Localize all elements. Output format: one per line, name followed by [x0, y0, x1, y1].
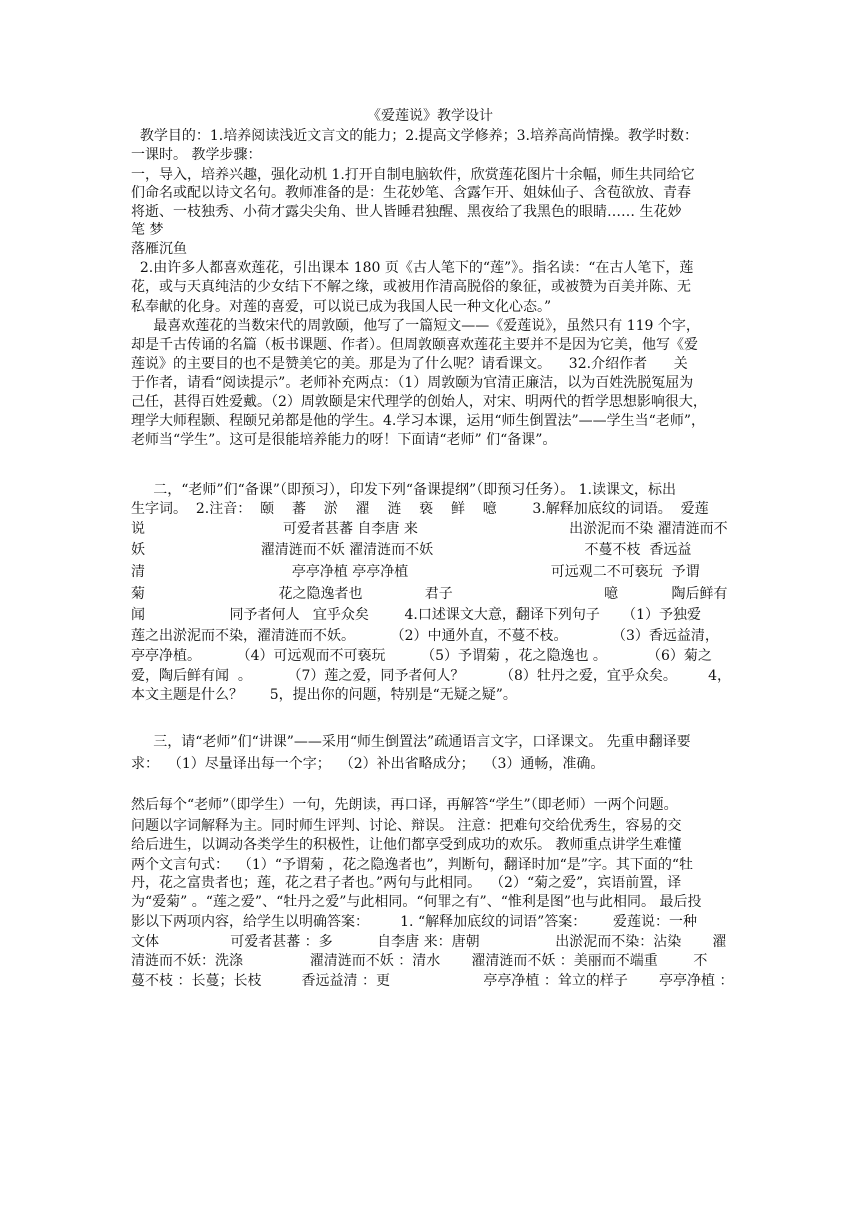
- text-line: 清 亭亭净植 亭亭净植 可远观二不可亵玩 予谓: [131, 564, 700, 580]
- text-line: 生字词。 2.注音： 颐 蕃 淤 濯 涟 亵 鲜 噫 3.解释加底纹的词语。 爱莲: [131, 501, 709, 517]
- text-line: 一课时。 教学步骤：: [131, 147, 262, 163]
- text-line: 老师当“学生”。这可是很能培养能力的呀！下面请“老师” 们“备课”。: [131, 432, 557, 448]
- text-line: 2.由许多人都喜欢莲花，引出课本 180 页《古人笔下的“莲”》。指名读：“在古人笔下，莲: [131, 260, 694, 276]
- text-line: 菊 花之隐逸者也 君子 噫 陶后鲜有: [131, 586, 728, 602]
- text-line: 于作者，请看“阅读提示”。老师补充两点：（1）周敦颐为官清正廉洁，以为百姓洗脱冤屈为: [131, 375, 694, 391]
- text-line: 莲说》的主要目的也不是赞美它的美。那是为了什么呢？请看课文。 32.介绍作者 关: [131, 356, 688, 372]
- text-line: 三，请“老师”们“讲课”——采用“师生倒置法”疏通语言文字，口译课文。 先重申翻译要: [131, 734, 691, 750]
- text-line: 影以下两项内容，给学生以明确答案： 1. “解释加底纹的词语”答案： 爱莲说：一种: [131, 914, 697, 930]
- text-line: 闻 同予者何人 宜乎众矣 4.口述课文大意，翻译下列句子 （1）予独爱: [131, 607, 702, 623]
- text-line: 说 可爱者甚蕃 自李唐 来 出淤泥而不染 濯清涟而不: [131, 521, 728, 537]
- text-line: 将逝、一枝独秀、小荷才露尖尖角、世人皆睡君独醒、黑夜给了我黑色的眼睛…… 生花妙: [131, 204, 682, 220]
- text-line: 私奉献的化身。对莲的喜爱，可以说已成为我国人民一种文化心态。”: [131, 299, 552, 315]
- text-line: 理学大师程颢、程颐兄弟都是他的学生。4.学习本课，运用“师生倒置法”——学生当“老师”，: [131, 413, 705, 429]
- text-line: 莲之出淤泥而不染，濯清涟而不妖。 （2）中通外直，不蔓不枝。 （3）香远益清，: [131, 628, 719, 644]
- text-line: 落雁沉鱼: [131, 241, 187, 257]
- text-line: 一，导入，培养兴趣，强化动机 1.打开自制电脑软件，欣赏莲花图片十余幅，师生共同给它: [131, 167, 695, 183]
- text-line: 却是千古传诵的名篇（板书课题、作者）。但周敦颐喜欢莲花主要并不是因为它美，他写《爱: [131, 337, 698, 353]
- text-line: 花，或与天真纯洁的少女结下不解之缘，或被用作清高脱俗的象征，或被赞为百美并陈、无: [131, 279, 691, 295]
- text-line: 然后每个“老师”（即学生）一句，先朗读，再口译，再解答“学生”（即老师）一两个问题。: [131, 797, 678, 813]
- text-line: 爱，陶后鲜有闻 。 （7）莲之爱，同予者何人？ （8）牡丹之爱，宜乎众矣。 4，: [131, 668, 731, 684]
- text-line: 妖 濯清涟而不妖 濯清涟而不妖 不蔓不枝 香远益: [131, 542, 692, 558]
- text-line: 为“爱菊” 。“莲之爱”、“牡丹之爱”与此相同。“何罪之有”、“惟利是图”也与此相同。 最后投: [131, 894, 702, 910]
- text-line: 二，“老师”们“备课”（即预习），印发下列“备课提纲”（即预习任务）。 1.读课文，标出: [131, 482, 676, 498]
- text-line: 文体 可爱者甚蕃 ：多 自李唐 来：唐朝 出淤泥而不染：沾染 濯: [131, 934, 727, 950]
- text-line: 清涟而不妖：洗涤 濯清涟而不妖 ：清水 濯清涟而不妖 ：美丽而不端重 不: [131, 953, 708, 969]
- text-line: 亭亭净植。 （4）可远观而不可亵玩 （5）予谓菊 ，花之隐逸也 。 （6）菊之: [131, 648, 712, 664]
- text-line: 问题以字词解释为主。同时师生评判、讨论、辩误。 注意：把难句交给优秀生，容易的交: [131, 818, 682, 834]
- text-line: 们命名或配以诗文名句。教师准备的是：生花妙笔、含露乍开、姐妹仙子、含苞欲放、青春: [131, 185, 691, 201]
- text-line: 蔓不枝 ：长蔓；长枝 香远益清 ：更 亭亭净植 ：耸立的样子 亭亭净植 ：: [131, 973, 734, 989]
- text-line: 本文主题是什么？ 5，提出你的问题，特别是“无疑之疑”。: [131, 687, 517, 703]
- document-title: 《爱莲说》教学设计: [367, 108, 493, 124]
- text-line: 最喜欢莲花的当数宋代的周敦颐，他写了一篇短文——《爱莲说》，虽然只有 119 个字，: [131, 318, 700, 334]
- text-line: 两个文言句式： （1）“予谓菊 ，花之隐逸者也”，判断句，翻译时加“是”字。其下面的“牡: [131, 857, 694, 873]
- text-line: 给后进生，以调动各类学生的积极性，让他们都享受到成功的欢乐。 教师重点讲学生难懂: [131, 837, 682, 853]
- text-line: 己任，甚得百姓爱戴。（2）周敦颐是宋代理学的创始人，对宋、明两代的哲学思想影响很大，: [131, 394, 707, 410]
- text-line: 丹，花之富贵者也；莲，花之君子者也。”两句与此相同。 （2）“菊之爱”，宾语前置，译: [131, 875, 682, 891]
- text-line: 笔 梦: [131, 222, 164, 238]
- text-line: 求： （1）尽量译出每一个字； （2）补出省略成分； （3）通畅，准确。: [131, 756, 605, 772]
- text-line: 教学目的：1.培养阅读浅近文言文的能力；2.提高文学修养；3.培养高尚情操。教学时数：: [131, 128, 698, 144]
